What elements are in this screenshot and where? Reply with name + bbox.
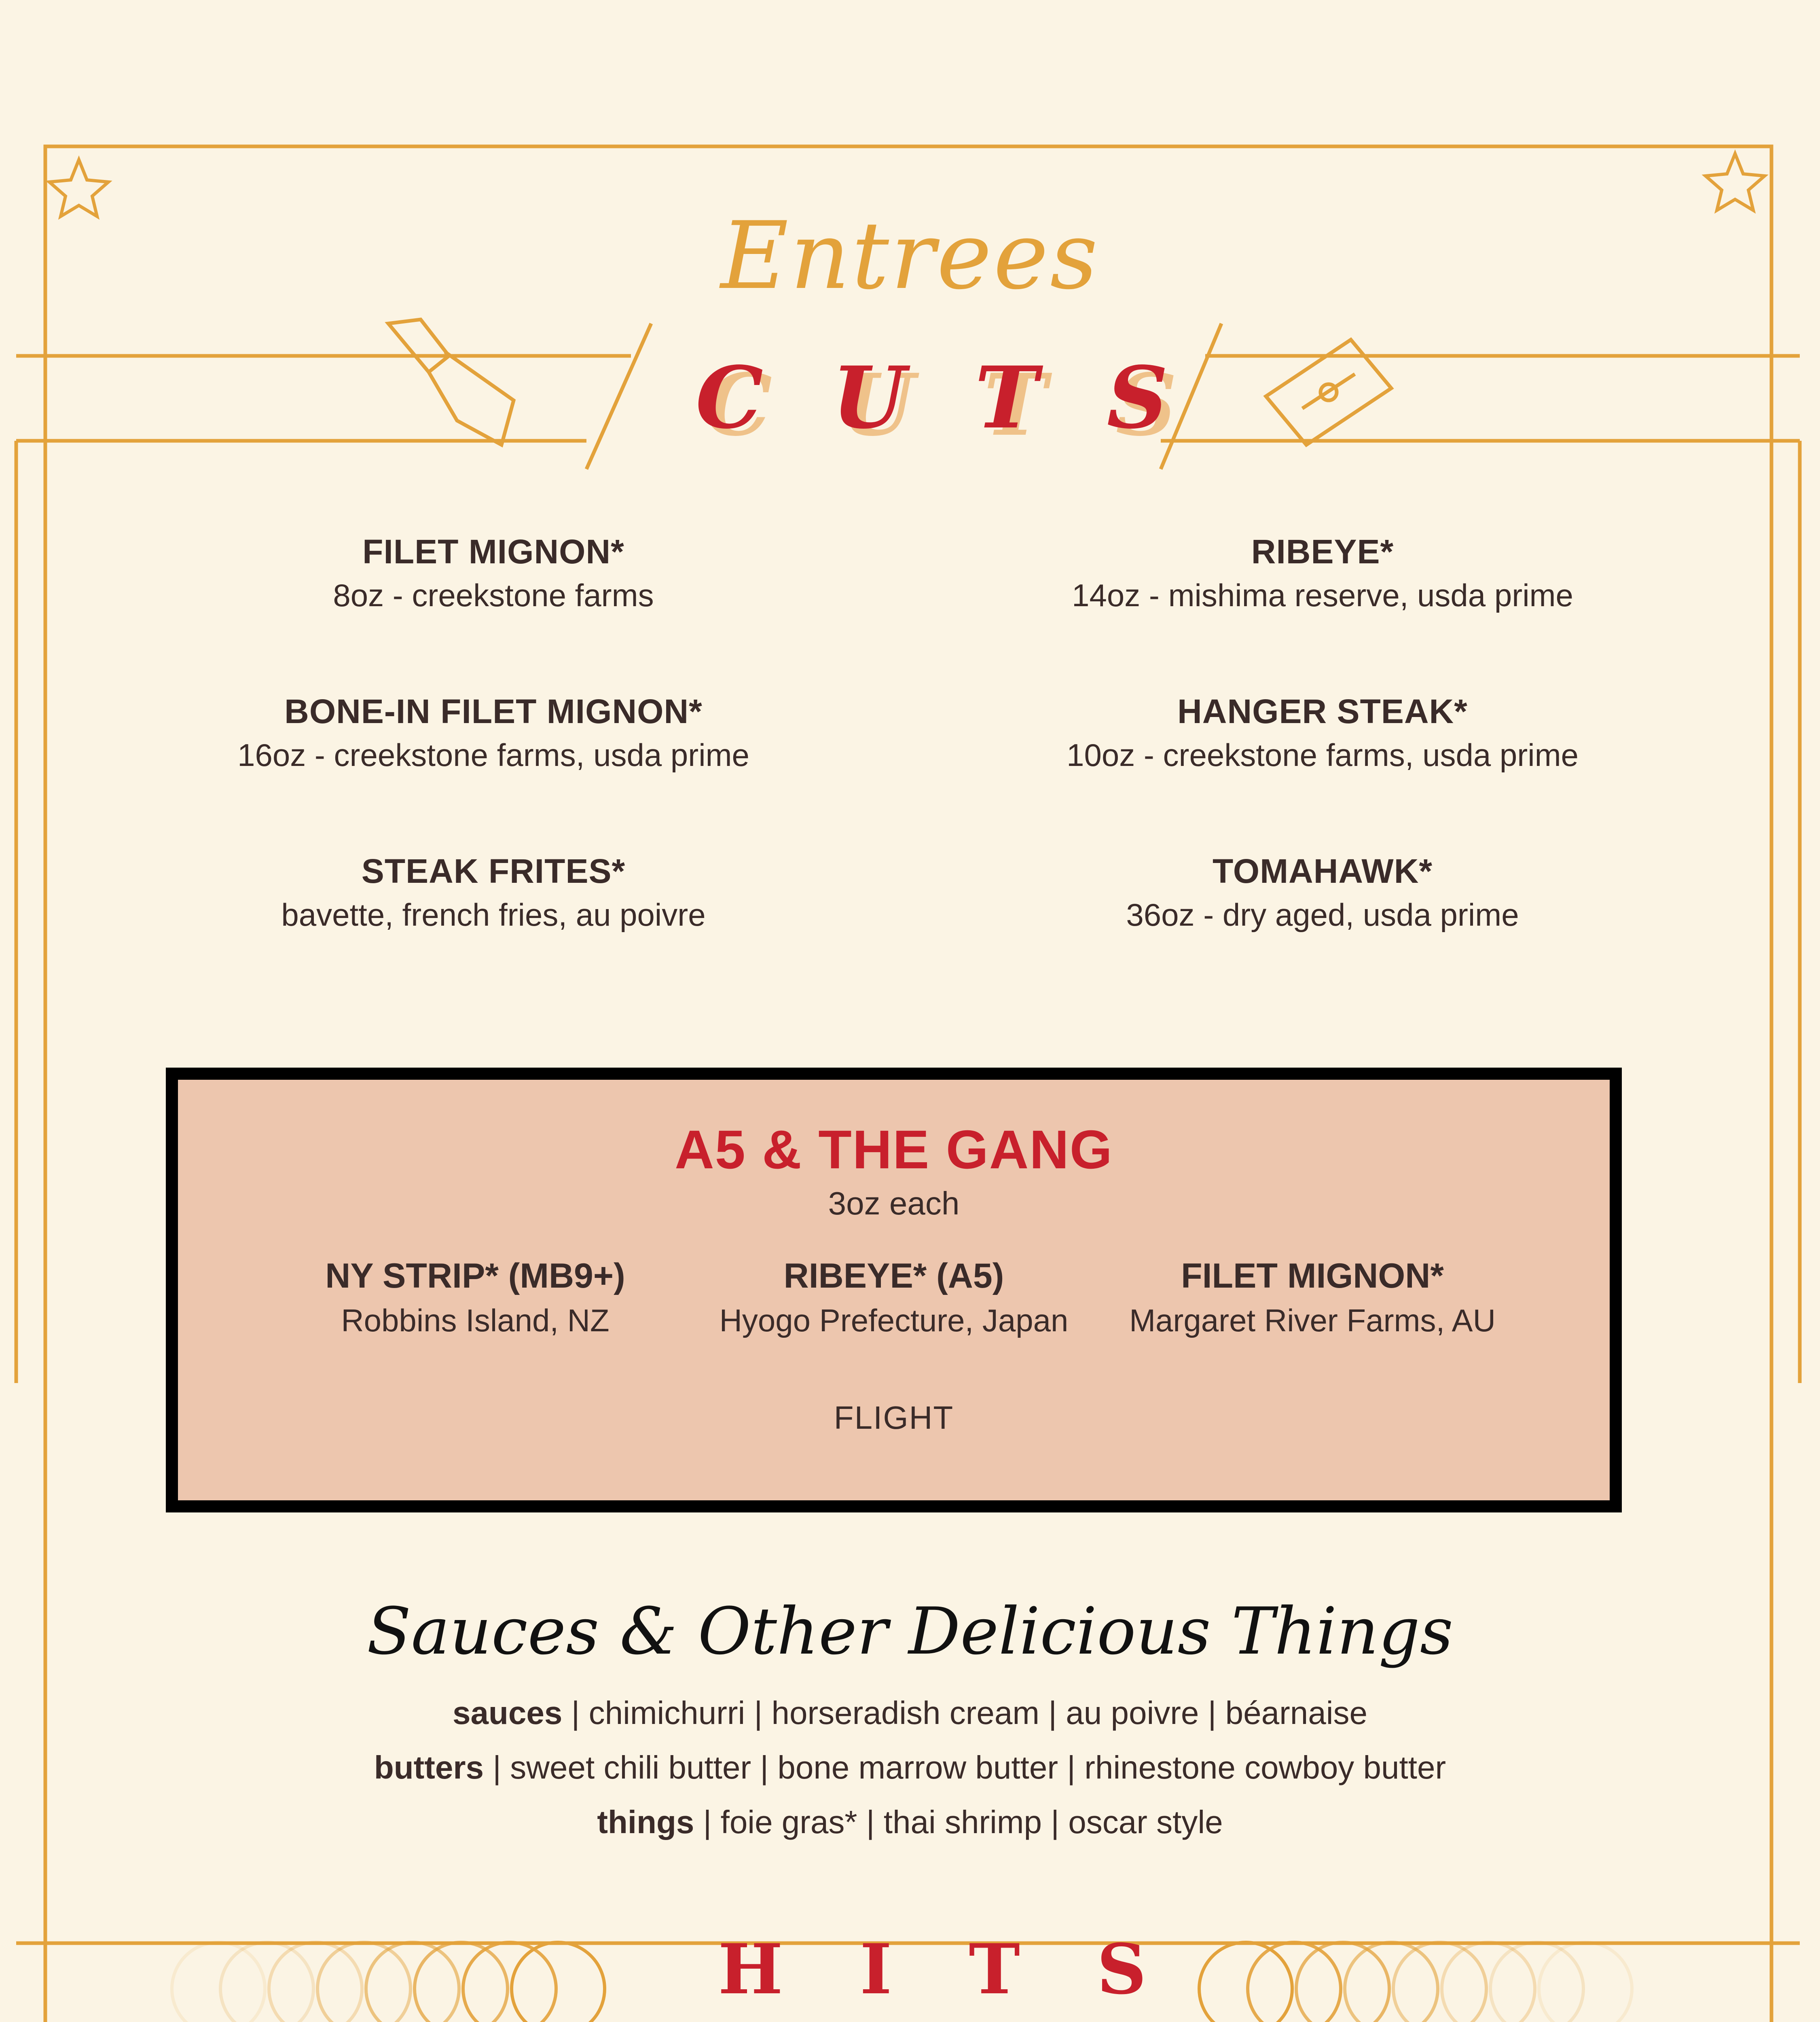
row-items: | foie gras* | thai shrimp | oscar style	[703, 1804, 1223, 1840]
item-name: BONE-IN FILET MIGNON*	[284, 692, 703, 730]
a5-subtitle: 3oz each	[828, 1185, 960, 1221]
cuts-banner: CUTS	[696, 348, 1237, 448]
item-description: 10oz - creekstone farms, usda prime	[1067, 737, 1579, 773]
rings-decoration-left	[172, 1942, 605, 2022]
things-row	[0, 1804, 1820, 1841]
item-name: FILET MIGNON*	[1181, 1256, 1444, 1295]
item-name: RIBEYE* (A5)	[783, 1256, 1004, 1295]
a5-item	[1080, 1254, 1545, 1343]
item-description: Margaret River Farms, AU	[1129, 1303, 1496, 1338]
item-name: RIBEYE*	[1251, 533, 1394, 571]
a5-title: A5 & THE GANG	[675, 1119, 1113, 1180]
section-title: Entrees	[720, 202, 1100, 310]
menu-item	[938, 690, 1707, 777]
row-label: things	[597, 1804, 694, 1840]
item-description: 8oz - creekstone farms	[333, 577, 654, 613]
star-icon-top-right	[1706, 154, 1765, 210]
a5-item	[243, 1254, 708, 1343]
rings-decoration-right	[1199, 1942, 1632, 2022]
item-name: STEAK FRITES*	[361, 852, 626, 890]
menu-item	[109, 849, 878, 937]
row-label: butters	[374, 1749, 484, 1785]
butters-row	[0, 1749, 1820, 1786]
a5-flight: FLIGHT	[834, 1400, 954, 1436]
item-description: Robbins Island, NZ	[341, 1303, 609, 1338]
menu-item	[109, 690, 878, 777]
row-items: | sweet chili butter | bone marrow butter | rhinestone cowboy butter	[493, 1749, 1446, 1785]
item-name: TOMAHAWK*	[1212, 852, 1433, 890]
item-description: Hyogo Prefecture, Japan	[719, 1303, 1069, 1338]
row-items: | chimichurri | horseradish cream | au poivre | béarnaise	[571, 1695, 1367, 1731]
item-description: 16oz - creekstone farms, usda prime	[237, 737, 749, 773]
menu-item	[938, 849, 1707, 937]
hits-banner: HITS	[718, 1929, 1223, 2010]
sauces-title: Sauces & Other Delicious Things	[366, 1593, 1454, 1669]
row-label: sauces	[453, 1695, 563, 1731]
item-name: HANGER STEAK*	[1177, 692, 1468, 730]
menu-item	[109, 530, 878, 617]
item-description: 36oz - dry aged, usda prime	[1126, 897, 1519, 933]
menu-item	[938, 530, 1707, 617]
cleaver-icon	[388, 319, 514, 445]
a5-panel	[166, 1068, 1622, 1512]
a5-item	[661, 1254, 1126, 1343]
item-description: 14oz - mishima reserve, usda prime	[1072, 577, 1573, 613]
sauces-row	[0, 1694, 1820, 1732]
item-name: FILET MIGNON*	[362, 533, 624, 571]
item-name: NY STRIP* (MB9+)	[325, 1256, 625, 1295]
item-description: bavette, french fries, au poivre	[281, 897, 706, 933]
